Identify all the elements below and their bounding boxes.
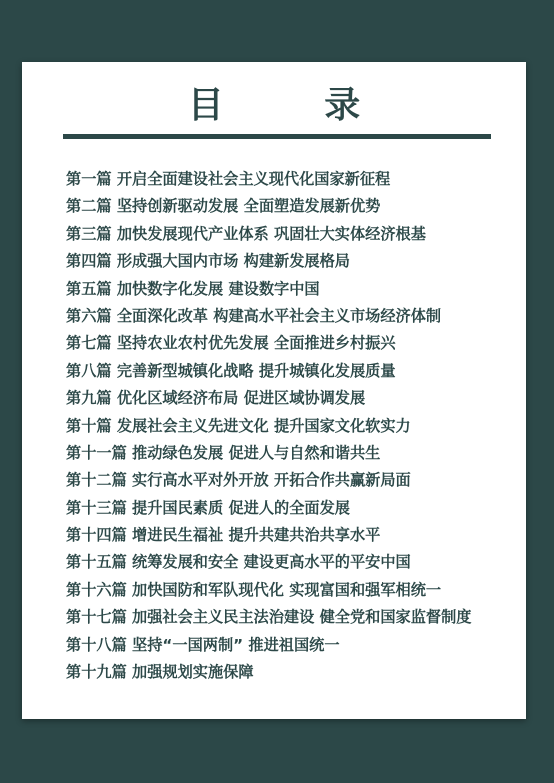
toc-item-11[interactable]: 第十一篇 推动绿色发展 促进人与自然和谐共生	[66, 443, 381, 462]
title-divider	[63, 134, 491, 139]
toc-item-16[interactable]: 第十六篇 加快国防和军队现代化 实现富国和强军相统一	[66, 580, 442, 599]
toc-item-6[interactable]: 第六篇 全面深化改革 构建高水平社会主义市场经济体制	[66, 306, 442, 325]
toc-item-1[interactable]: 第一篇 开启全面建设社会主义现代化国家新征程	[66, 170, 391, 188]
toc-item-9[interactable]: 第九篇 优化区域经济布局 促进区域协调发展	[66, 389, 366, 408]
toc-item-7[interactable]: 第七篇 坚持农业农村优先发展 全面推进乡村振兴	[66, 334, 396, 353]
toc-item-3[interactable]: 第三篇 加快发展现代产业体系 巩固壮大实体经济根基	[66, 224, 426, 243]
toc-item-12[interactable]: 第十二篇 实行高水平对外开放 开拓合作共赢新局面	[66, 471, 411, 490]
toc-item-8[interactable]: 第八篇 完善新型城镇化战略 提升城镇化发展质量	[66, 361, 396, 380]
toc-item-15[interactable]: 第十五篇 统筹发展和安全 建设更高水平的平安中国	[66, 553, 411, 572]
toc-item-4[interactable]: 第四篇 形成强大国内市场 构建新发展格局	[66, 252, 350, 271]
toc-item-19[interactable]: 第十九篇 加强规划实施保障	[66, 663, 254, 682]
toc-item-17[interactable]: 第十七篇 加强社会主义民主法治建设 健全党和国家监督制度	[66, 608, 472, 627]
page-title: 目 录	[187, 85, 405, 126]
toc-item-13[interactable]: 第十三篇 提升国民素质 促进人的全面发展	[66, 498, 350, 517]
toc-item-10[interactable]: 第十篇 发展社会主义先进文化 提升国家文化软实力	[66, 416, 411, 435]
toc-item-2[interactable]: 第二篇 坚持创新驱动发展 全面塑造发展新优势	[66, 197, 381, 216]
toc-item-18[interactable]: 第十八篇 坚持“一国两制” 推进祖国统一	[66, 635, 340, 654]
table-of-contents	[66, 168, 471, 688]
toc-page	[22, 62, 526, 719]
toc-item-5[interactable]: 第五篇 加快数字化发展 建设数字中国	[66, 279, 320, 298]
toc-item-14[interactable]: 第十四篇 增进民生福祉 提升共建共治共享水平	[66, 526, 381, 545]
